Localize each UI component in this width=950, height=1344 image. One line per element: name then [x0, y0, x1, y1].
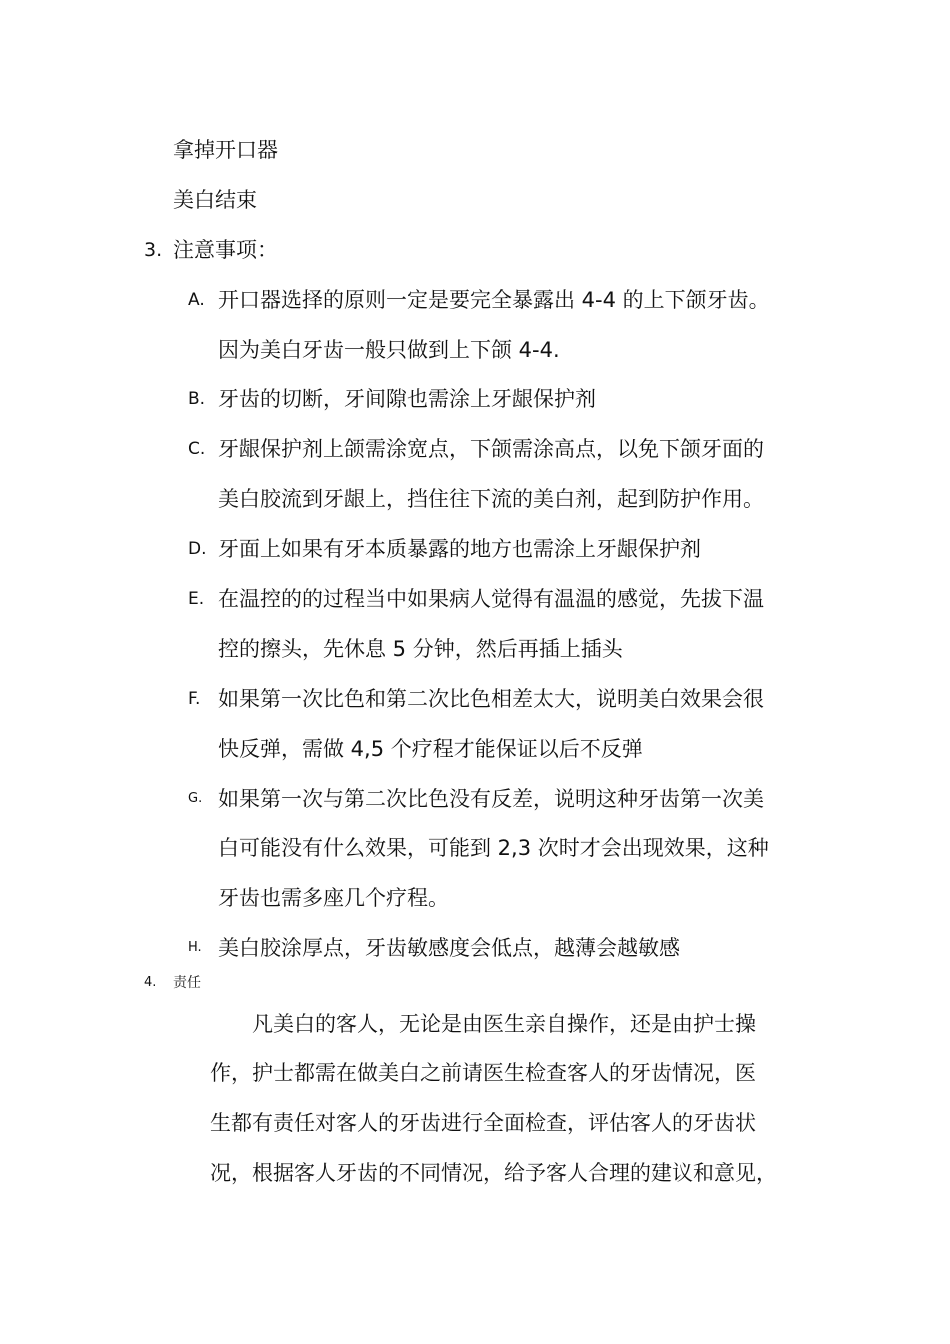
paragraph-line: 作，护士都需在做美白之前请医生检查客人的牙齿情况，医 — [210, 1061, 756, 1085]
list-item-letter: D. — [188, 539, 207, 559]
list-item-text: 快反弹，需做 4,5 个疗程才能保证以后不反弹 — [218, 737, 643, 761]
list-item-letter: H. — [188, 940, 202, 955]
section-3-number: 3. — [144, 239, 163, 261]
list-item-text: 因为美白牙齿一般只做到上下颌 4-4. — [218, 338, 560, 362]
list-item-letter: E. — [188, 589, 205, 609]
list-item-text: 美白胶涂厚点，牙齿敏感度会低点，越薄会越敏感 — [218, 936, 680, 960]
paragraph-line: 生都有责任对客人的牙齿进行全面检查，评估客人的牙齿状 — [210, 1111, 756, 1135]
list-item-text: 在温控的的过程当中如果病人觉得有温温的感觉，先拔下温 — [218, 587, 764, 611]
list-item-text: 白可能没有什么效果，可能到 2,3 次时才会出现效果，这种 — [218, 836, 769, 860]
list-item-text: 牙龈保护剂上颌需涂宽点，下颌需涂高点，以免下颌牙面的 — [218, 437, 764, 461]
list-item-letter: C. — [188, 439, 206, 459]
list-item-text: 如果第一次比色和第二次比色相差太大，说明美白效果会很 — [218, 687, 764, 711]
section-4-number: 4. — [144, 975, 157, 990]
list-item-text: 牙齿也需多座几个疗程。 — [218, 886, 449, 910]
intro-line-2: 美白结束 — [173, 188, 257, 212]
list-item-text: 控的擦头，先休息 5 分钟，然后再插上插头 — [218, 637, 623, 661]
list-item-text: 美白胶流到牙龈上，挡住往下流的美白剂，起到防护作用。 — [218, 487, 764, 511]
paragraph-line: 凡美白的客人，无论是由医生亲自操作，还是由护士操 — [252, 1012, 756, 1036]
section-3-title: 注意事项： — [173, 238, 278, 262]
list-item-text: 牙齿的切断，牙间隙也需涂上牙龈保护剂 — [218, 387, 596, 411]
list-item-letter: G. — [188, 791, 203, 806]
list-item-letter: B. — [188, 389, 206, 409]
list-item-letter: A. — [188, 290, 205, 310]
list-item-letter: F. — [188, 689, 201, 709]
intro-line-1: 拿掉开口器 — [173, 138, 278, 162]
list-item-text: 开口器选择的原则一定是要完全暴露出 4-4 的上下颌牙齿。 — [218, 288, 770, 312]
list-item-text: 如果第一次与第二次比色没有反差，说明这种牙齿第一次美 — [218, 787, 764, 811]
section-4-title: 责任 — [173, 975, 201, 991]
list-item-text: 牙面上如果有牙本质暴露的地方也需涂上牙龈保护剂 — [218, 537, 701, 561]
paragraph-line: 况，根据客人牙齿的不同情况，给予客人合理的建议和意见， — [210, 1161, 777, 1185]
